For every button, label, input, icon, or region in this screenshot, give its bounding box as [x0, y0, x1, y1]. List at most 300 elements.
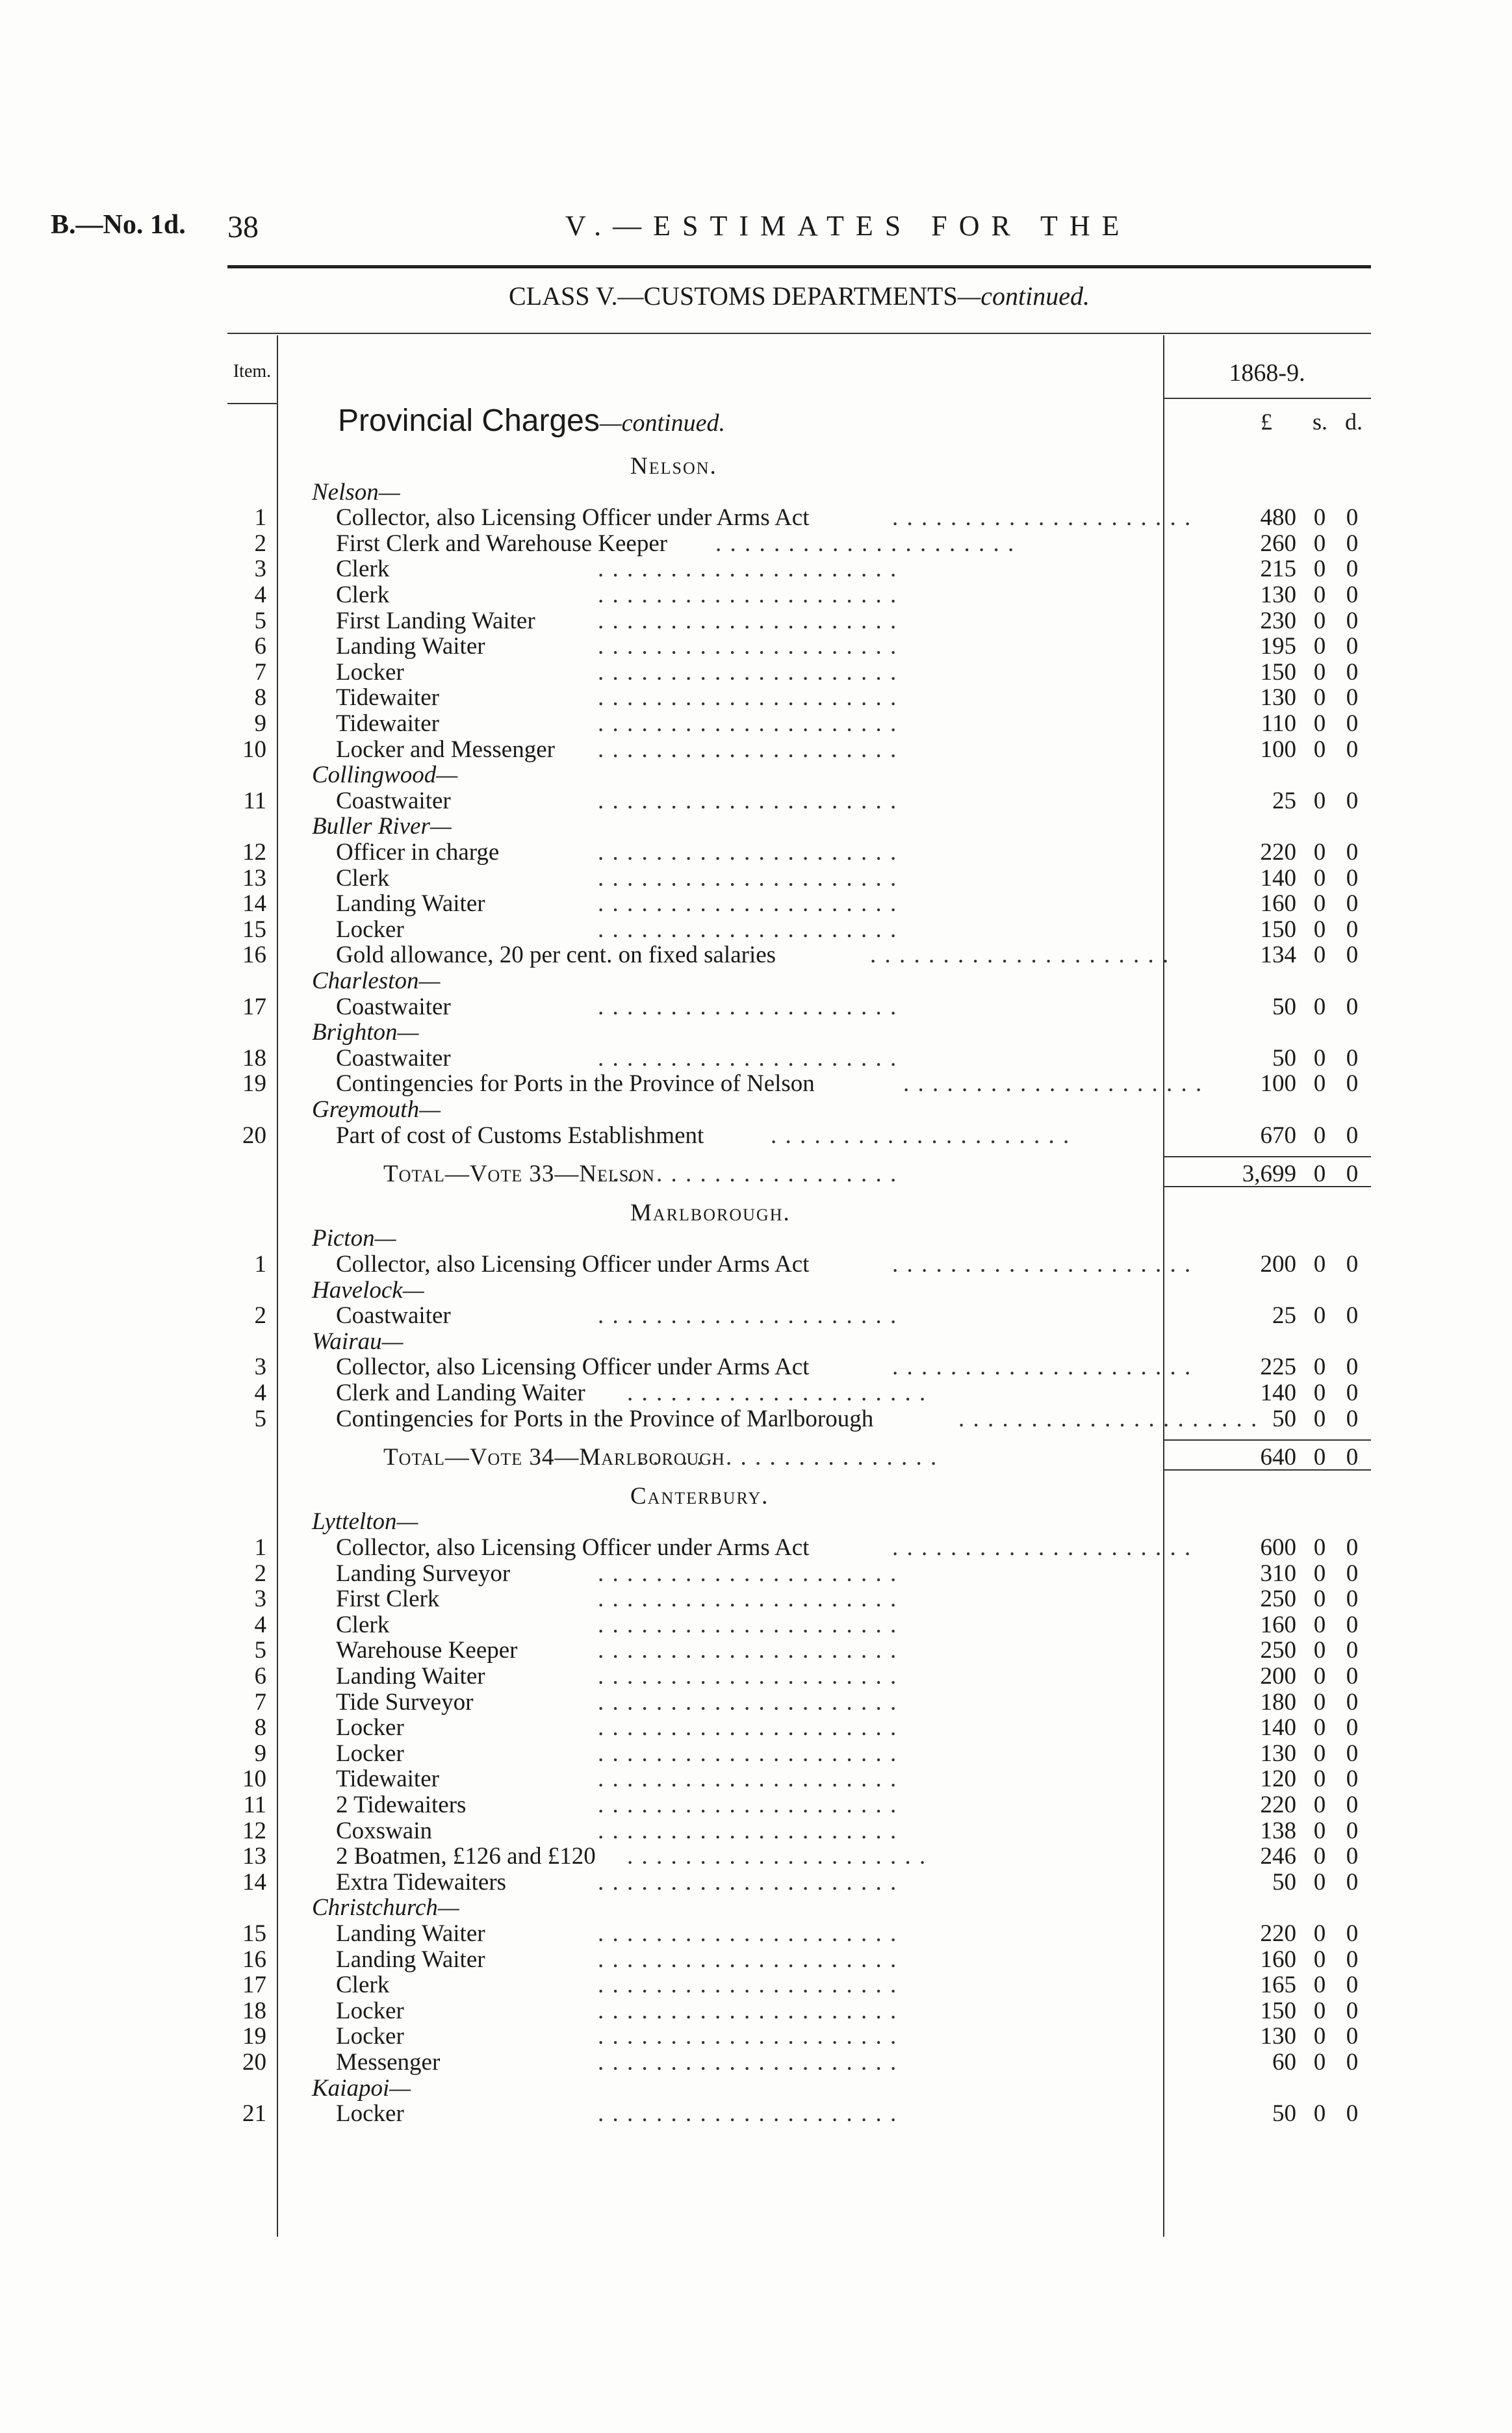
amount-pence: 0	[1346, 582, 1359, 608]
item-description: Clerk	[336, 1611, 390, 1638]
amount-pounds: 250	[1260, 1637, 1296, 1664]
item-number: 1	[254, 504, 266, 532]
amount-shillings: 0	[1313, 1688, 1326, 1716]
amount-pounds: 670	[1260, 1122, 1296, 1149]
table-row	[0, 917, 1512, 943]
amount-pence: 0	[1346, 1688, 1359, 1716]
amount-pence: 0	[1346, 1740, 1359, 1767]
item-description: Part of cost of Customs Establishment	[336, 1122, 704, 1149]
amount-pounds: 195	[1260, 633, 1296, 660]
amount-pence: 0	[1346, 1637, 1359, 1664]
amount-pounds: 160	[1260, 1946, 1296, 1973]
leader-dots: . . . . . . . . . . . . . . . . . . . . .	[598, 1740, 898, 1767]
table-row	[0, 685, 1512, 711]
item-description: Coastwaiter	[336, 993, 451, 1020]
amount-shillings: 0	[1313, 787, 1326, 814]
table-row	[0, 1406, 1512, 1432]
item-number: 13	[242, 864, 266, 892]
item-number: 20	[242, 2049, 266, 2076]
amount-pence: 0	[1346, 1946, 1359, 1973]
item-description: Coastwaiter	[336, 1302, 451, 1330]
shillings-unit: s.	[1313, 409, 1328, 435]
amount-pence: 0	[1346, 1611, 1359, 1638]
leader-dots: . . . . . . . . . . . . . . . . . . . . .	[598, 1611, 898, 1638]
item-number: 7	[254, 1688, 266, 1716]
amount-pence: 0	[1346, 1302, 1359, 1330]
leader-dots: . . . . . . . . . . . . . . . . . . . . .	[598, 839, 898, 866]
amount-pounds: 100	[1260, 1070, 1296, 1098]
leader-dots: . . . . . . . . . . . . . . . . . . . . .	[598, 1714, 898, 1742]
amount-pence: 0	[1346, 1972, 1359, 1999]
leader-dots: . . . . . . . . . . . . . . . . . . . . .	[715, 530, 1016, 557]
leader-dots: . . . . . . . . . . . . . . . . . . . . .	[892, 1354, 1192, 1381]
leader-dots: . . . . . . . . . . . . . . . . . . . . .	[598, 2023, 898, 2050]
amount-shillings: 0	[1313, 2049, 1326, 2076]
amount-pounds: 134	[1260, 942, 1296, 969]
amount-pounds: 140	[1260, 864, 1296, 892]
class-title-suffix: —continued.	[957, 281, 1090, 311]
amount-pence: 0	[1346, 1122, 1359, 1149]
amount-pence: 0	[1346, 1792, 1359, 1818]
place-row	[0, 1895, 1512, 1921]
item-number: 1	[254, 1534, 266, 1561]
item-description: Landing Waiter	[336, 890, 485, 918]
table-row	[0, 1638, 1512, 1664]
item-description: 2 Boatmen, £126 and £120	[336, 1843, 596, 1870]
item-number: 3	[254, 1354, 266, 1381]
item-description: Landing Waiter	[336, 1663, 485, 1690]
item-description: Tide Surveyor	[336, 1688, 474, 1716]
item-number: 14	[242, 890, 266, 918]
table-row	[0, 1921, 1512, 1947]
amount-shillings: 0	[1313, 1766, 1326, 1793]
item-number: 16	[242, 942, 266, 969]
year-header-rule	[1163, 398, 1371, 399]
item-description: First Clerk and Warehouse Keeper	[336, 530, 668, 557]
item-description: Locker	[336, 1714, 404, 1742]
item-description: Messenger	[336, 2049, 441, 2076]
leader-dots: . . . . . . . . . . . . . . . . . . . . .	[638, 1444, 938, 1471]
item-description: Tidewaiter	[336, 684, 439, 712]
item-description: Clerk	[336, 582, 390, 608]
table-row	[0, 1561, 1512, 1587]
table-row	[0, 942, 1512, 968]
item-description: Gold allowance, 20 per cent. on fixed salaries	[336, 942, 776, 969]
pounds-unit: £	[1261, 409, 1272, 435]
amount-pounds: 150	[1260, 658, 1296, 686]
item-number: 3	[254, 556, 266, 583]
leader-dots: . . . . . . . . . . . . . . . . . . . . .	[598, 710, 898, 737]
table-row	[0, 994, 1512, 1020]
item-number: 4	[254, 1380, 266, 1406]
table-row	[0, 1535, 1512, 1561]
amount-pounds: 3,699	[1242, 1161, 1296, 1188]
amount-pounds: 138	[1260, 1817, 1296, 1844]
leader-dots: . . . . . . . . . . . . . . . . . . . . .	[892, 1251, 1192, 1278]
item-number: 20	[242, 1122, 266, 1149]
section-row	[0, 1484, 1512, 1510]
province-name: Canterbury.	[630, 1482, 769, 1510]
item-number: 13	[242, 1843, 266, 1870]
item-number: 10	[242, 1766, 266, 1793]
amount-pence: 0	[1346, 1405, 1359, 1432]
amount-pounds: 246	[1260, 1843, 1296, 1870]
leader-dots: . . . . . . . . . . . . . . . . . . . . .	[598, 556, 898, 583]
item-number: 6	[254, 1663, 266, 1690]
leader-dots: . . . . . . . . . . . . . . . . . . . . .	[598, 993, 898, 1020]
amount-shillings: 0	[1313, 1817, 1326, 1844]
leader-dots: . . . . . . . . . . . . . . . . . . . . .	[903, 1070, 1203, 1098]
item-number: 18	[242, 1997, 266, 2024]
amount-pence: 0	[1346, 1714, 1359, 1742]
item-description: Locker and Messenger	[336, 736, 555, 763]
amount-shillings: 0	[1313, 1070, 1326, 1098]
amount-pence: 0	[1346, 864, 1359, 892]
item-number: 4	[254, 582, 266, 608]
amount-pounds: 220	[1260, 1920, 1296, 1947]
item-number: 3	[254, 1586, 266, 1613]
item-description: Clerk	[336, 556, 390, 583]
item-number: 6	[254, 633, 266, 660]
item-description: Clerk and Landing Waiter	[336, 1380, 585, 1406]
amount-shillings: 0	[1313, 1534, 1326, 1561]
port-name: Kaiapoi—	[312, 2074, 411, 2102]
table-row	[0, 737, 1512, 763]
amount-shillings: 0	[1313, 916, 1326, 943]
amount-shillings: 0	[1313, 1843, 1326, 1870]
amount-shillings: 0	[1313, 582, 1326, 608]
item-description: 2 Tidewaiters	[336, 1792, 467, 1818]
vote-total-label: Total—Vote 33—Nelson	[383, 1161, 655, 1188]
amount-shillings: 0	[1313, 1946, 1326, 1973]
amount-pence: 0	[1346, 2049, 1359, 2076]
table-row	[0, 1998, 1512, 2024]
running-title: V.—ESTIMATES FOR THE	[565, 210, 1131, 242]
table-row	[0, 1380, 1512, 1406]
item-description: Officer in charge	[336, 839, 500, 866]
place-row	[0, 1509, 1512, 1535]
leader-dots: . . . . . . . . . . . . . . . . . . . . .	[598, 1302, 898, 1330]
leader-dots: . . . . . . . . . . . . . . . . . . . . .	[598, 1560, 898, 1587]
section-row	[0, 1200, 1512, 1226]
item-description: Collector, also Licensing Officer under Arms Act	[336, 1251, 810, 1278]
leader-dots: . . . . . . . . . . . . . . . . . . . . .	[598, 684, 898, 712]
table-row	[0, 866, 1512, 892]
table-row	[0, 1586, 1512, 1612]
amount-pence: 0	[1346, 1560, 1359, 1587]
item-description: Coastwaiter	[336, 787, 451, 814]
table-top-rule	[227, 333, 1371, 334]
item-description: Coastwaiter	[336, 1044, 451, 1072]
amount-pence: 0	[1346, 1663, 1359, 1690]
table-row	[0, 1947, 1512, 1973]
leader-dots: . . . . . . . . . . . . . . . . . . . . .	[598, 1663, 898, 1690]
amount-pounds: 150	[1260, 1997, 1296, 2024]
amount-shillings: 0	[1313, 1714, 1326, 1742]
table-row	[0, 1844, 1512, 1870]
amount-pounds: 110	[1261, 710, 1296, 737]
amount-pence: 0	[1346, 658, 1359, 686]
table-row	[0, 1071, 1512, 1097]
amount-pounds: 165	[1260, 1972, 1296, 1999]
table-row	[0, 711, 1512, 737]
leader-dots: . . . . . . . . . . . . . . . . . . . . .	[892, 1534, 1192, 1561]
amount-pence: 0	[1346, 1534, 1359, 1561]
item-description: Landing Waiter	[336, 633, 485, 660]
place-row	[0, 762, 1512, 788]
leader-dots: . . . . . . . . . . . . . . . . . . . . .	[598, 1586, 898, 1613]
amount-shillings: 0	[1313, 1920, 1326, 1947]
item-description: Locker	[336, 658, 404, 686]
item-number: 1	[254, 1251, 266, 1278]
item-number: 5	[254, 1637, 266, 1664]
total-row	[0, 1445, 1512, 1471]
item-number: 7	[254, 658, 266, 686]
leader-dots: . . . . . . . . . . . . . . . . . . . . .	[598, 1637, 898, 1664]
amount-shillings: 0	[1313, 1611, 1326, 1638]
table-row	[0, 788, 1512, 814]
item-number: 5	[254, 1405, 266, 1432]
leader-dots: . . . . . . . . . . . . . . . . . . . . .	[627, 1380, 927, 1406]
item-number: 16	[242, 1946, 266, 1973]
item-number: 8	[254, 1714, 266, 1742]
amount-shillings: 0	[1313, 556, 1326, 583]
amount-shillings: 0	[1313, 1302, 1326, 1330]
table-row	[0, 1818, 1512, 1844]
table-row	[0, 1123, 1512, 1149]
leader-dots: . . . . . . . . . . . . . . . . . . . . .	[598, 607, 898, 634]
amount-pounds: 260	[1260, 530, 1296, 557]
amount-pounds: 150	[1260, 916, 1296, 943]
item-description: Coxswain	[336, 1817, 432, 1844]
item-description: Locker	[336, 916, 404, 943]
table-row	[0, 1741, 1512, 1767]
class-title-text: CLASS V.—CUSTOMS DEPARTMENTS	[508, 281, 958, 311]
amount-pounds: 130	[1260, 1740, 1296, 1767]
amount-pence: 0	[1346, 710, 1359, 737]
provincial-charges-heading	[338, 403, 725, 439]
table-row	[0, 1792, 1512, 1818]
amount-shillings: 0	[1313, 1380, 1326, 1406]
amount-pence: 0	[1346, 1161, 1359, 1188]
leader-dots: . . . . . . . . . . . . . . . . . . . . .	[958, 1405, 1259, 1432]
amount-pounds: 250	[1260, 1586, 1296, 1613]
amount-pence: 0	[1346, 1354, 1359, 1381]
amount-pence: 0	[1346, 2023, 1359, 2050]
amount-pence: 0	[1346, 633, 1359, 660]
amount-pounds: 215	[1260, 556, 1296, 583]
province-name: Marlborough.	[630, 1199, 791, 1226]
province-name: Nelson.	[630, 453, 717, 480]
table-row	[0, 634, 1512, 660]
item-number: 9	[254, 710, 266, 737]
port-name: Collingwood—	[312, 762, 458, 789]
provincial-charges-suffix: —continued.	[599, 409, 725, 437]
amount-pounds: 600	[1260, 1534, 1296, 1561]
leader-dots: . . . . . . . . . . . . . . . . . . . . .	[598, 2100, 898, 2128]
amount-pence: 0	[1346, 530, 1359, 557]
item-description: Locker	[336, 2100, 404, 2128]
port-name: Buller River—	[312, 813, 452, 840]
amount-pounds: 50	[1272, 2100, 1296, 2128]
leader-dots: . . . . . . . . . . . . . . . . . . . . .	[598, 1868, 898, 1896]
item-description: First Landing Waiter	[336, 607, 535, 634]
port-name: Wairau—	[312, 1328, 404, 1355]
port-name: Nelson—	[312, 478, 400, 506]
amount-shillings: 0	[1313, 1444, 1326, 1471]
amount-pounds: 220	[1260, 839, 1296, 866]
amount-shillings: 0	[1313, 890, 1326, 918]
leader-dots: . . . . . . . . . . . . . . . . . . . . .	[598, 1817, 898, 1844]
leader-dots: . . . . . . . . . . . . . . . . . . . . .	[870, 942, 1170, 969]
leader-dots: . . . . . . . . . . . . . . . . . . . . .	[598, 890, 898, 918]
item-number: 12	[242, 1817, 266, 1844]
table-row	[0, 660, 1512, 686]
leader-dots: . . . . . . . . . . . . . . . . . . . . .	[892, 504, 1192, 532]
amount-pounds: 160	[1260, 1611, 1296, 1638]
item-number: 15	[242, 916, 266, 943]
item-description: First Clerk	[336, 1586, 440, 1613]
place-row	[0, 480, 1512, 506]
item-description: Contingencies for Ports in the Province of Nelson	[336, 1070, 815, 1098]
leader-dots: . . . . . . . . . . . . . . . . . . . . .	[598, 582, 898, 608]
amount-pounds: 130	[1260, 2023, 1296, 2050]
item-number: 18	[242, 1044, 266, 1072]
amount-pence: 0	[1346, 1044, 1359, 1072]
place-row	[0, 1097, 1512, 1123]
item-description: Clerk	[336, 1972, 390, 1999]
place-row	[0, 814, 1512, 840]
amount-pounds: 140	[1260, 1380, 1296, 1406]
amount-pounds: 200	[1260, 1251, 1296, 1278]
item-description: Collector, also Licensing Officer under Arms Act	[336, 1354, 810, 1381]
amount-pence: 0	[1346, 1766, 1359, 1793]
amount-pence: 0	[1346, 916, 1359, 943]
amount-pence: 0	[1346, 942, 1359, 969]
amount-pence: 0	[1346, 556, 1359, 583]
amount-shillings: 0	[1313, 1044, 1326, 1072]
port-name: Picton—	[312, 1225, 396, 1252]
table-row	[0, 1612, 1512, 1638]
amount-pence: 0	[1346, 1843, 1359, 1870]
item-number: 5	[254, 607, 266, 634]
amount-shillings: 0	[1313, 864, 1326, 892]
total-row	[0, 1161, 1512, 1187]
amount-pence: 0	[1346, 890, 1359, 918]
item-description: Extra Tidewaiters	[336, 1868, 507, 1896]
leader-dots: . . . . . . . . . . . . . . . . . . . . .	[771, 1122, 1071, 1149]
table-row	[0, 891, 1512, 917]
place-row	[0, 968, 1512, 994]
amount-shillings: 0	[1313, 607, 1326, 634]
item-number: 10	[242, 736, 266, 763]
place-row	[0, 2076, 1512, 2102]
amount-pounds: 25	[1272, 787, 1296, 814]
amount-pounds: 230	[1260, 607, 1296, 634]
leader-dots: . . . . . . . . . . . . . . . . . . . . .	[598, 1688, 898, 1716]
amount-shillings: 0	[1313, 1122, 1326, 1149]
amount-pence: 0	[1346, 736, 1359, 763]
amount-shillings: 0	[1313, 1740, 1326, 1767]
item-number: 11	[243, 1792, 266, 1818]
item-number: 19	[242, 1070, 266, 1098]
subtotal-rule	[1163, 1439, 1371, 1441]
subtotal-rule	[1163, 1156, 1371, 1157]
table-row	[0, 840, 1512, 866]
amount-pounds: 640	[1260, 1444, 1296, 1471]
amount-pounds: 50	[1272, 993, 1296, 1020]
table-row	[0, 1354, 1512, 1380]
table-row	[0, 1870, 1512, 1896]
amount-pounds: 50	[1272, 1405, 1296, 1432]
amount-pence: 0	[1346, 684, 1359, 712]
leader-dots: . . . . . . . . . . . . . . . . . . . . .	[598, 1792, 898, 1818]
amount-pounds: 140	[1260, 1714, 1296, 1742]
amount-shillings: 0	[1313, 1560, 1326, 1587]
amount-pounds: 60	[1272, 2049, 1296, 2076]
amount-shillings: 0	[1313, 1161, 1326, 1188]
amount-shillings: 0	[1313, 839, 1326, 866]
item-number: 9	[254, 1740, 266, 1767]
total-underline	[1163, 1186, 1371, 1187]
amount-shillings: 0	[1313, 1868, 1326, 1896]
amount-pounds: 225	[1260, 1354, 1296, 1381]
amount-pounds: 180	[1260, 1688, 1296, 1716]
item-number: 8	[254, 684, 266, 712]
port-name: Christchurch—	[312, 1894, 459, 1922]
item-number: 15	[242, 1920, 266, 1947]
port-name: Greymouth—	[312, 1096, 441, 1123]
port-name: Lyttelton—	[312, 1508, 418, 1536]
amount-pence: 0	[1346, 1586, 1359, 1613]
leader-dots: . . . . . . . . . . . . . . . . . . . . .	[598, 864, 898, 892]
leader-dots: . . . . . . . . . . . . . . . . . . . . .	[598, 1946, 898, 1973]
place-row	[0, 1329, 1512, 1355]
class-title	[227, 281, 1371, 311]
table-row	[0, 608, 1512, 634]
amount-pence: 0	[1346, 1868, 1359, 1896]
item-number: 21	[242, 2100, 266, 2128]
amount-shillings: 0	[1313, 1251, 1326, 1278]
amount-pounds: 50	[1272, 1868, 1296, 1896]
table-row	[0, 1690, 1512, 1716]
amount-pounds: 310	[1260, 1560, 1296, 1587]
amount-pounds: 220	[1260, 1792, 1296, 1818]
amount-pounds: 160	[1260, 890, 1296, 918]
amount-shillings: 0	[1313, 684, 1326, 712]
amount-pence: 0	[1346, 2100, 1359, 2128]
item-header-rule	[227, 403, 277, 404]
leader-dots: . . . . . . . . . . . . . . . . . . . . .	[598, 1972, 898, 1999]
amount-shillings: 0	[1313, 2023, 1326, 2050]
item-description: Clerk	[336, 864, 390, 892]
item-description: Warehouse Keeper	[336, 1637, 518, 1664]
table-row	[0, 531, 1512, 557]
total-underline	[1163, 1469, 1371, 1471]
vote-total-label: Total—Vote 34—Marlborough	[383, 1444, 725, 1471]
table-row	[0, 1766, 1512, 1792]
table-row	[0, 1303, 1512, 1329]
leader-dots: . . . . . . . . . . . . . . . . . . . . .	[598, 1766, 898, 1793]
amount-shillings: 0	[1313, 1997, 1326, 2024]
table-row	[0, 582, 1512, 608]
item-number: 17	[242, 993, 266, 1020]
year-column-header: 1868-9.	[1229, 359, 1305, 387]
amount-pence: 0	[1346, 1251, 1359, 1278]
item-number: 11	[243, 787, 266, 814]
table-row	[0, 2050, 1512, 2076]
amount-shillings: 0	[1313, 2100, 1326, 2128]
